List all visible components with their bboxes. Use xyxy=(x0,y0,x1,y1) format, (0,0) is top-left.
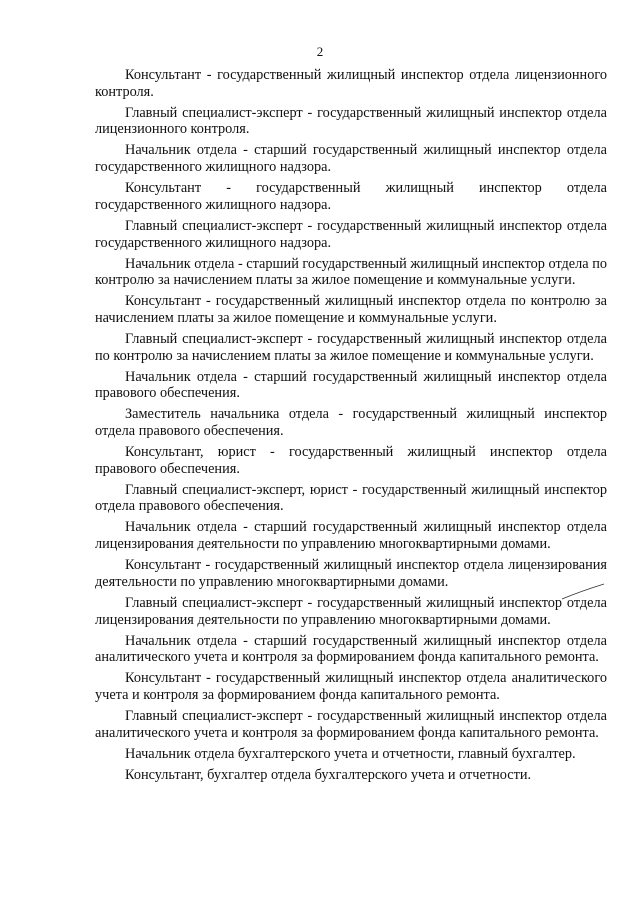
paragraph: Консультант, юрист - государственный жилищный инспектор отдела правового обеспечения. xyxy=(95,444,607,477)
paragraph: Начальник отдела - старший государственный жилищный инспектор отдела аналитического учета и контроля за формированием фонда капитального ремонта. xyxy=(95,632,607,666)
page-number: 2 xyxy=(316,44,324,59)
paragraph: Заместитель начальника отдела - государственный жилищный инспектор отдела правового обеспечения. xyxy=(95,406,607,440)
paragraph: Главный специалист-эксперт - государственный жилищный инспектор отдела государственного жилищного надзора. xyxy=(95,217,607,251)
paragraph: Главный специалист-эксперт, юрист - государственный жилищный инспектор отдела правового обеспечения. xyxy=(95,481,607,515)
paragraph: Консультант, бухгалтер отдела бухгалтерского учета и отчетности. xyxy=(125,766,532,783)
paragraph: Главный специалист-эксперт - государственный жилищный инспектор отдела лицензионного контроля. xyxy=(95,104,607,138)
paragraph: Главный специалист-эксперт - государственный жилищный инспектор отдела аналитического учета и контроля за формированием фонда капитального ремонта. xyxy=(95,707,607,741)
paragraph: Консультант - государственный жилищный инспектор отдела лицензирования деятельности по управлению многоквартирными домами. xyxy=(95,557,607,590)
paragraph: Начальник отдела - старший государственный жилищный инспектор отдела лицензирования деятельности по управлению многоквартирными домами. xyxy=(95,519,607,553)
paragraph: Начальник отдела - старший государственный жилищный инспектор отдела по контролю за начислением платы за жилое помещение и коммунальные услуги. xyxy=(95,255,607,289)
paragraph: Консультант - государственный жилищный инспектор отдела государственного жилищного надзора. xyxy=(95,180,607,213)
paragraph: Консультант - государственный жилищный инспектор отдела аналитического учета и контроля за формированием фонда капитального ремонта. xyxy=(95,670,607,703)
paragraph: Начальник отдела бухгалтерского учета и отчетности, главный бухгалтер. xyxy=(125,745,576,762)
paragraph: Консультант - государственный жилищный инспектор отдела по контролю за начислением платы за жилое помещение и коммунальные услуги. xyxy=(95,293,607,326)
paragraph: Консультант - государственный жилищный инспектор отдела лицензионного контроля. xyxy=(95,67,607,100)
paragraph: Главный специалист-эксперт - государственный жилищный инспектор отдела по контролю за начислением платы за жилое помещение и коммунальные услуги. xyxy=(95,330,607,364)
page-body xyxy=(95,67,607,788)
paragraph: Главный специалист-эксперт - государственный жилищный инспектор отдела лицензирования деятельности по управлению многоквартирными домами. xyxy=(95,594,607,628)
paragraph: Начальник отдела - старший государственный жилищный инспектор отдела государственного жилищного надзора. xyxy=(95,142,607,176)
paragraph: Начальник отдела - старший государственный жилищный инспектор отдела правового обеспечения. xyxy=(95,368,607,402)
